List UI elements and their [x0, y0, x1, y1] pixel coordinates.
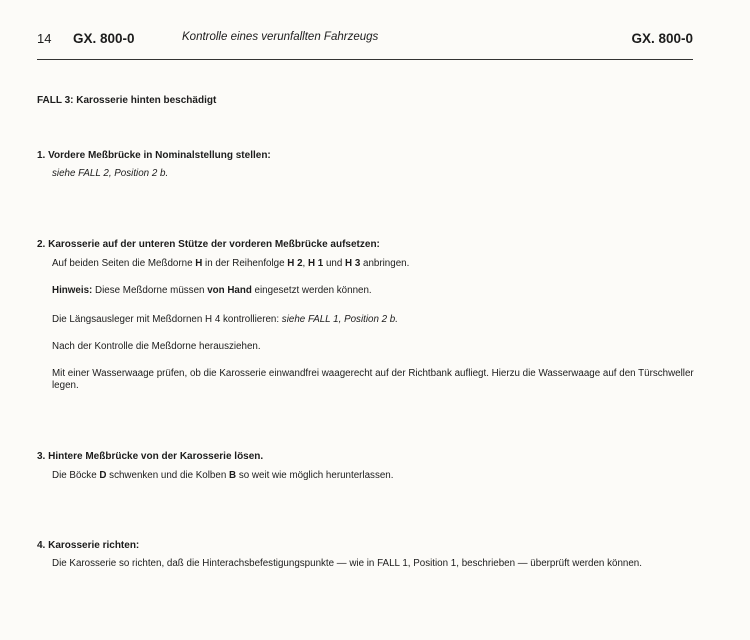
text-run: H 1: [308, 258, 324, 269]
section-2-note: [52, 285, 372, 296]
text-run: anbringen.: [360, 258, 410, 269]
document-title: Kontrolle eines verunfallten Fahrzeugs: [182, 31, 379, 43]
text-run: eingesetzt werden können.: [251, 285, 372, 296]
text-run: Die Böcke: [52, 470, 100, 481]
text-run: schwenken und die Kolben: [106, 470, 230, 481]
text-run: in der Reihenfolge: [202, 258, 288, 269]
case-title: FALL 3: Karosserie hinten beschädigt: [37, 95, 217, 106]
page-number: 14: [37, 31, 52, 46]
section-4-line-1: Die Karosserie so richten, daß die Hinterachsbefestigungspunkte — wie in FALL 1, Position 1, beschrieben — überprüft werden können.: [52, 558, 642, 569]
header-rule: [37, 59, 693, 60]
section-2-line-1: [52, 258, 409, 269]
section-2-line-5: Mit einer Wasserwaage prüfen, ob die Karosserie einwandfrei waagerecht auf der Richtbank aufliegt. Hierzu die Wasserwaage auf den Türschweller legen.: [52, 368, 694, 391]
text-run: und: [323, 258, 346, 269]
page-header: [37, 31, 693, 47]
text-run: Diese Meßdorne müssen: [92, 285, 208, 296]
text-run: H 2: [287, 258, 303, 269]
section-2-line-3: [52, 314, 398, 325]
section-2-heading: 2. Karosserie auf der unteren Stütze der vorderen Meßbrücke aufsetzen:: [37, 239, 380, 250]
text-run: B: [229, 470, 237, 481]
note-label: Hinweis:: [52, 285, 93, 296]
section-3-heading: 3. Hintere Meßbrücke von der Karosserie lösen.: [37, 451, 264, 462]
text-run: D: [99, 470, 107, 481]
text-run: H 3: [345, 258, 361, 269]
section-3-line-1: [52, 470, 393, 481]
section-1-heading: 1. Vordere Meßbrücke in Nominalstellung stellen:: [37, 150, 271, 161]
document-code-left: GX. 800-0: [73, 31, 135, 46]
text-run: Die Längsausleger mit Meßdornen H 4 kontrollieren:: [52, 314, 282, 325]
text-run: von Hand: [207, 285, 252, 296]
text-run: H: [195, 258, 203, 269]
text-run: so weit wie möglich herunterlassen.: [236, 470, 394, 481]
section-2-line-4: Nach der Kontrolle die Meßdorne herausziehen.: [52, 341, 261, 352]
section-1-reference: siehe FALL 2, Position 2 b.: [52, 168, 169, 179]
text-run: ,: [302, 258, 308, 269]
section-4-heading: 4. Karosserie richten:: [37, 540, 140, 551]
reference-text: siehe FALL 1, Position 2 b.: [281, 314, 398, 325]
document-code-right: GX. 800-0: [631, 31, 693, 46]
text-run: Auf beiden Seiten die Meßdorne: [52, 258, 196, 269]
